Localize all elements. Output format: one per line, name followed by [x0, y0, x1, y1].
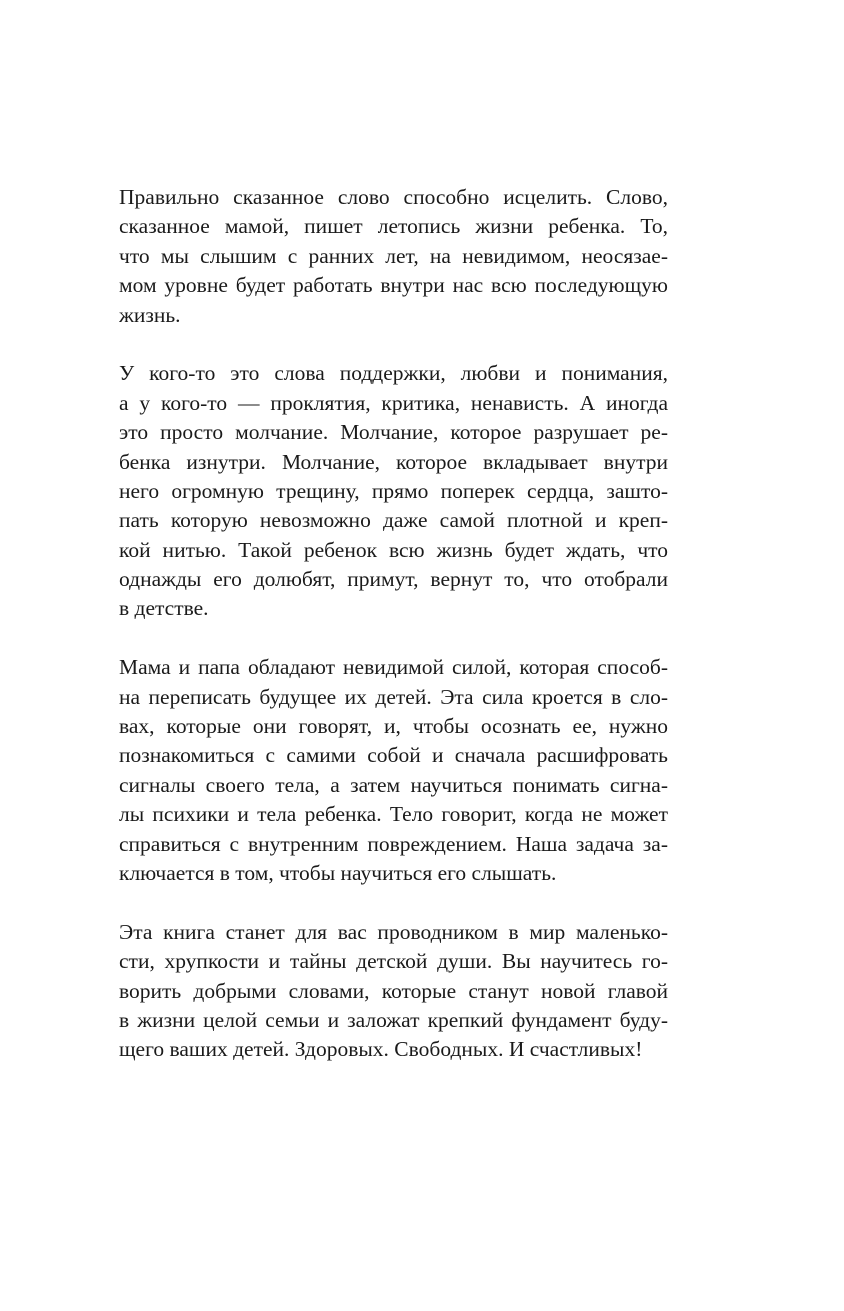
- text-line: вах, которые они говорят, и, чтобы осознать ее, нужно: [119, 714, 668, 739]
- text-line: бенка изнутри. Молчание, которое вкладывает внутри: [119, 449, 668, 474]
- text-line: ключается в том, чтобы научиться его слышать.: [119, 860, 557, 885]
- text-line: однажды его долюбят, примут, вернут то, что отобрали: [119, 567, 668, 592]
- paragraph-2: [119, 359, 668, 624]
- text-line: пать которую невозможно даже самой плотной и креп-: [119, 508, 668, 533]
- paragraph-1: [119, 183, 668, 330]
- text-line: в детстве.: [119, 596, 209, 621]
- text-line: Правильно сказанное слово способно исцелить. Слово,: [119, 185, 668, 209]
- text-line: Эта книга станет для вас проводником в мир маленько-: [119, 919, 668, 944]
- text-line: сказанное мамой, пишет летопись жизни ребенка. То,: [119, 214, 668, 239]
- text-line: сигналы своего тела, а затем научиться понимать сигна-: [119, 772, 668, 797]
- text-line: мом уровне будет работать внутри нас всю последующую: [119, 273, 668, 298]
- paragraph-4: [119, 918, 668, 1065]
- text-line: кой нитью. Такой ребенок всю жизнь будет ждать, что: [119, 537, 668, 562]
- text-line: сти, хрупкости и тайны детской души. Вы научитесь го-: [119, 949, 668, 974]
- text-line: в жизни целой семьи и заложат крепкий фундамент буду-: [119, 1007, 668, 1032]
- text-line: а у кого-то — проклятия, критика, ненависть. А иногда: [119, 390, 668, 415]
- text-line: У кого-то это слова поддержки, любви и понимания,: [119, 361, 668, 386]
- text-line: щего ваших детей. Здоровых. Свободных. И счастливых!: [119, 1037, 643, 1062]
- text-line: ворить добрыми словами, которые станут новой главой: [119, 978, 668, 1003]
- body-text: [119, 183, 668, 1094]
- text-line: на переписать будущее их детей. Эта сила кроется в сло-: [119, 684, 668, 709]
- text-line: познакомиться с самими собой и сначала расшифровать: [119, 743, 668, 768]
- text-line: лы психики и тела ребенка. Тело говорит, когда не может: [119, 802, 668, 827]
- text-line: это просто молчание. Молчание, которое разрушает ре-: [119, 420, 668, 445]
- paragraph-3: [119, 653, 668, 888]
- text-line: что мы слышим с ранних лет, на невидимом, неосязае-: [119, 243, 668, 268]
- text-line: справиться с внутренним повреждением. Наша задача за-: [119, 831, 668, 856]
- text-line: Мама и папа обладают невидимой силой, которая способ-: [119, 655, 668, 680]
- text-line: него огромную трещину, прямо поперек сердца, зашто-: [119, 478, 668, 503]
- text-line: жизнь.: [119, 302, 181, 327]
